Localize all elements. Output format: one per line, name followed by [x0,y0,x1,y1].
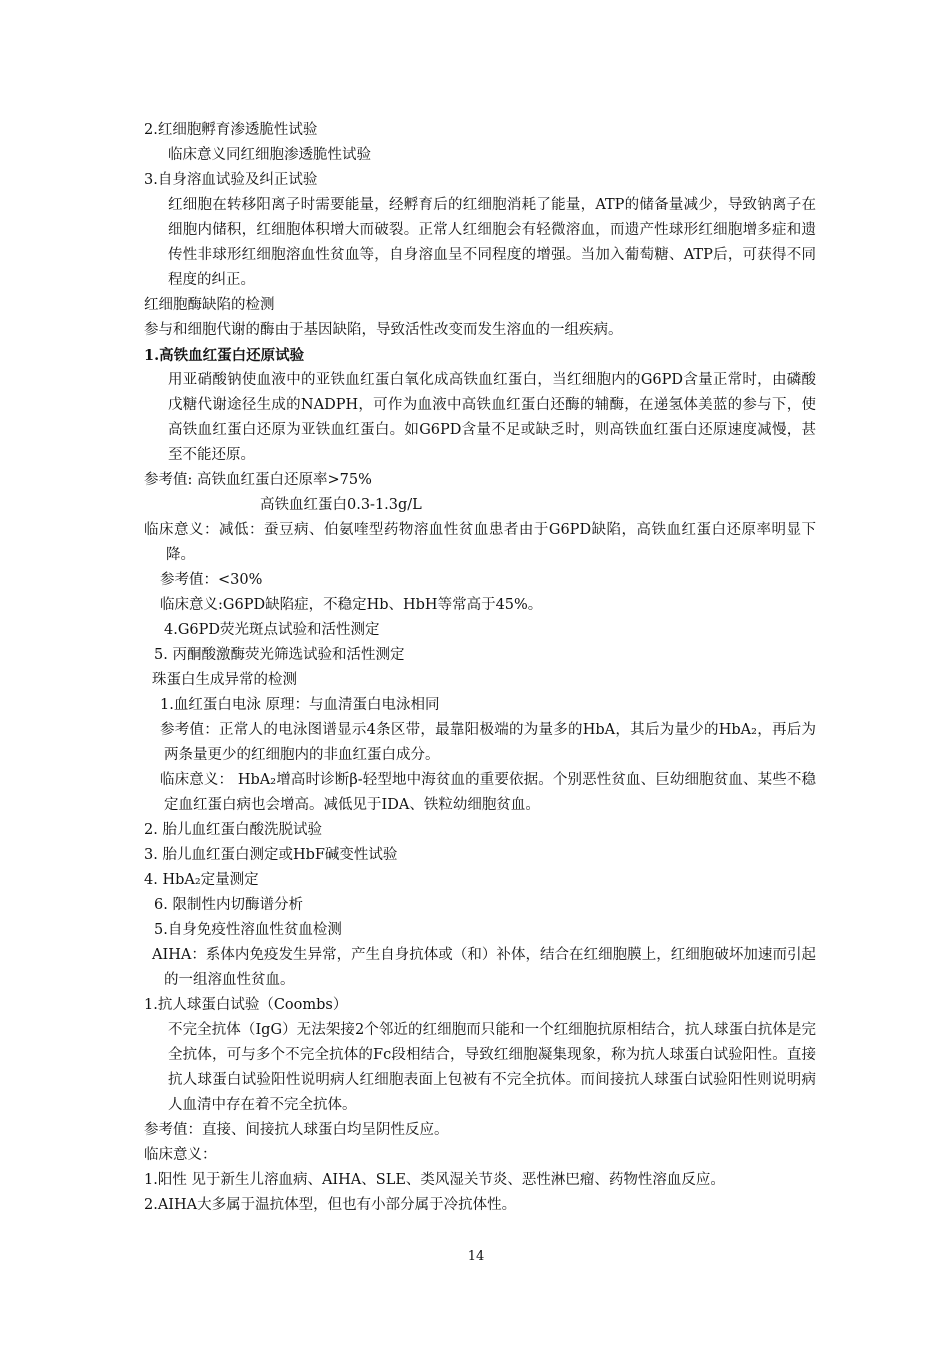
paragraph: 用亚硝酸钠使血液中的亚铁血红蛋白氧化成高铁血红蛋白，当红细胞内的G6PD含量正常时，由磷酸戊糖代谢途径生成的NADPH，可作为血液中高铁血红蛋白还酶的辅酶，在递氢体美蓝的参与下，使高铁血红蛋白还原为亚铁血红蛋白。如G6PD含量不足或缺乏时，则高铁血红蛋白还原速度减慢，甚至不能还原。 [168,372,816,463]
section-heading: 1.抗人球蛋白试验（Coombs） [144,997,348,1013]
list-item: 1.阳性 见于新生儿溶血病、AIHA、SLE、类风湿关节炎、恶性淋巴瘤、药物性溶血反应。 [144,1172,725,1188]
list-item: 4.G6PD荧光斑点试验和活性测定 [164,622,380,638]
clinical-significance: 临床意义： HbA₂增高时诊断β-轻型地中海贫血的重要依据。个别恶性贫血、巨幼细胞贫血、某些不稳定血红蛋白病也会增高。减低见于IDA、铁粒幼细胞贫血。 [160,772,816,813]
reference-value: 参考值：直接、间接抗人球蛋白均呈阴性反应。 [144,1122,449,1138]
reference-value: 参考值: 高铁血红蛋白还原率>75% [144,472,372,488]
paragraph: 临床意义同红细胞渗透脆性试验 [168,147,371,163]
list-item: 3. 胎儿血红蛋白测定或HbF碱变性试验 [144,847,398,863]
reference-value: 高铁血红蛋白0.3-1.3g/L [260,497,422,513]
clinical-significance: 临床意义:G6PD缺陷症，不稳定Hb、HbH等常高于45%。 [160,597,543,613]
clinical-significance: 临床意义： [144,1147,217,1163]
list-item: 1.血红蛋白电泳 原理：与血清蛋白电泳相同 [160,697,440,713]
reference-value: 参考值：<30% [160,572,263,588]
list-item: 5. 丙酮酸激酶荧光筛选试验和活性测定 [154,647,405,663]
paragraph: 红细胞在转移阳离子时需要能量，经孵育后的红细胞消耗了能量，ATP的储备量减少，导致钠离子在细胞内储积，红细胞体积增大而破裂。正常人红细胞会有轻微溶血，而遗产性球形红细胞增多症和遗传性非球形红细胞溶血性贫血等，自身溶血呈不同程度的增强。当加入葡萄糖、ATP后，可获得不同程度的纠正。 [168,197,816,288]
list-item: 4. HbA₂定量测定 [144,872,259,888]
section-heading: 2.红细胞孵育渗透脆性试验 [144,122,318,138]
clinical-significance: 临床意义：减低：蚕豆病、伯氨喹型药物溶血性贫血患者由于G6PD缺陷，高铁血红蛋白还原率明显下降。 [144,522,816,563]
reference-value: 参考值：正常人的电泳图谱显示4条区带，最靠阳极端的为量多的HbA，其后为量少的HbA₂，再后为两条量更少的红细胞内的非血红蛋白成分。 [160,722,816,763]
page-body [144,118,816,1218]
list-item: 2.AIHA大多属于温抗体型，但也有小部分属于冷抗体性。 [144,1197,517,1213]
section-heading: 5.自身免疫性溶血性贫血检测 [154,922,342,938]
list-item: 6. 限制性内切酶谱分析 [154,897,303,913]
section-heading: 珠蛋白生成异常的检测 [152,672,297,688]
page-number: 14 [467,1249,485,1264]
paragraph: 参与和细胞代谢的酶由于基因缺陷，导致活性改变而发生溶血的一组疾病。 [144,322,623,338]
paragraph: 不完全抗体（IgG）无法架接2个邻近的红细胞而只能和一个红细胞抗原相结合，抗人球蛋白抗体是完全抗体，可与多个不完全抗体的Fc段相结合，导致红细胞凝集现象，称为抗人球蛋白试验阳性。直接抗人球蛋白试验阳性说明病人红细胞表面上包被有不完全抗体。而间接抗人球蛋白试验阳性则说明病人血清中存在着不完全抗体。 [168,1022,816,1113]
section-heading: 红细胞酶缺陷的检测 [144,297,275,313]
list-item: 2. 胎儿血红蛋白酸洗脱试验 [144,822,322,838]
section-heading: 3.自身溶血试验及纠正试验 [144,172,318,188]
bold-heading: 1.高铁血红蛋白还原试验 [144,347,305,364]
paragraph: AIHA：系体内免疫发生异常，产生自身抗体或（和）补体，结合在红细胞膜上，红细胞破坏加速而引起的一组溶血性贫血。 [152,947,816,988]
